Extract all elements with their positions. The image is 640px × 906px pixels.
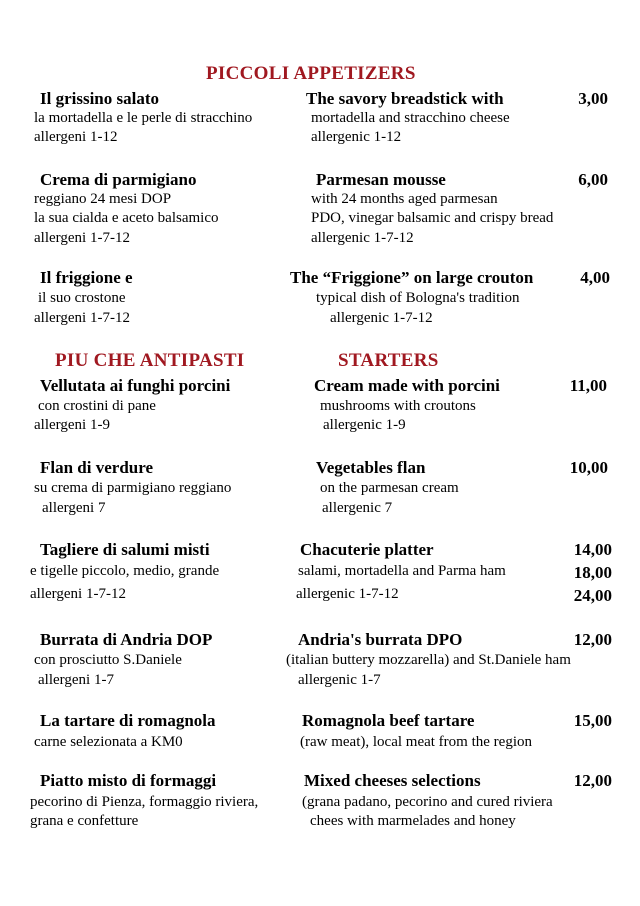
item-title-en: The “Friggione” on large crouton [290, 268, 534, 287]
item-desc-it: allergeni 1-7 [38, 672, 114, 688]
item-desc-en: (grana padano, pecorino and cured riviera [302, 794, 553, 810]
item-title-it: Piatto misto di formaggi [40, 771, 217, 790]
item-title-en: Romagnola beef tartare [302, 711, 475, 730]
item-title-en: Chacuterie platter [300, 540, 434, 559]
item-price: 11,00 [569, 376, 607, 395]
item-desc-it: allergeni 1-12 [34, 129, 118, 145]
item-desc-en: (italian buttery mozzarella) and St.Daniele ham [286, 652, 571, 668]
item-price: 3,00 [578, 89, 608, 108]
item-title-it: Vellutata ai funghi porcini [40, 376, 231, 395]
item-price-small: 14,00 [573, 540, 612, 559]
item-desc-it: allergeni 1-7-12 [30, 586, 126, 602]
item-title-it: La tartare di romagnola [40, 711, 216, 730]
item-desc-en: allergenic 1-7-12 [311, 230, 414, 246]
item-title-en: The savory breadstick with [306, 89, 504, 108]
item-title-en: Mixed cheeses selections [304, 771, 481, 790]
item-desc-it: la sua cialda e aceto balsamico [34, 210, 219, 226]
item-title-it: Crema di parmigiano [40, 170, 197, 189]
section-heading-piu-che-antipasti: PIU CHE ANTIPASTI [55, 350, 245, 371]
item-title-it: Il grissino salato [40, 89, 160, 108]
item-desc-en: allergenic 1-7-12 [330, 310, 433, 326]
item-price-medium: 18,00 [573, 563, 612, 582]
item-title-it: Flan di verdure [40, 458, 154, 477]
item-desc-it: allergeni 1-7-12 [34, 230, 130, 246]
item-desc-it: con crostini di pane [38, 398, 156, 414]
item-desc-en: typical dish of Bologna's tradition [316, 290, 520, 306]
item-price: 12,00 [573, 771, 612, 790]
item-price: 15,00 [573, 711, 612, 730]
item-price: 10,00 [569, 458, 608, 477]
item-desc-en: chees with marmelades and honey [310, 813, 516, 829]
item-desc-en: mortadella and stracchino cheese [311, 110, 510, 126]
item-desc-en: allergenic 7 [322, 500, 393, 516]
item-desc-en: PDO, vinegar balsamic and crispy bread [311, 210, 554, 226]
item-desc-en: on the parmesan cream [320, 480, 459, 496]
item-price: 12,00 [573, 630, 612, 649]
item-desc-en: (raw meat), local meat from the region [300, 734, 532, 750]
section-heading-starters: STARTERS [338, 350, 439, 371]
item-title-it: Il friggione e [40, 268, 133, 287]
item-desc-en: salami, mortadella and Parma ham [298, 563, 506, 579]
item-title-it: Burrata di Andria DOP [40, 630, 213, 649]
item-desc-en: mushrooms with croutons [320, 398, 476, 414]
item-desc-it: allergeni 7 [42, 500, 106, 516]
item-desc-it: e tigelle piccolo, medio, grande [30, 563, 220, 579]
item-price-large: 24,00 [573, 586, 612, 605]
section-heading-appetizers: PICCOLI APPETIZERS [206, 63, 416, 84]
item-title-it: Tagliere di salumi misti [40, 540, 210, 559]
item-title-en: Cream made with porcini [314, 376, 500, 395]
item-desc-it: allergeni 1-9 [34, 417, 110, 433]
item-title-en: Andria's burrata DPO [298, 630, 463, 649]
item-desc-it: la mortadella e le perle di stracchino [34, 110, 253, 126]
item-desc-it: con prosciutto S.Daniele [34, 652, 182, 668]
item-desc-en: allergenic 1-9 [323, 417, 406, 433]
item-desc-en: allergenic 1-12 [311, 129, 402, 145]
item-title-en: Parmesan mousse [316, 170, 446, 189]
item-desc-it: carne selezionata a KM0 [34, 734, 183, 750]
item-desc-it: pecorino di Pienza, formaggio riviera, [30, 794, 259, 810]
item-desc-it: grana e confetture [30, 813, 139, 829]
item-desc-it: su crema di parmigiano reggiano [34, 480, 232, 496]
item-price: 6,00 [578, 170, 608, 189]
item-desc-it: reggiano 24 mesi DOP [34, 191, 172, 207]
item-desc-it: allergeni 1-7-12 [34, 310, 130, 326]
item-price: 4,00 [580, 268, 610, 287]
item-desc-en: allergenic 1-7-12 [296, 586, 399, 602]
item-desc-en: allergenic 1-7 [298, 672, 381, 688]
item-desc-en: with 24 months aged parmesan [311, 191, 498, 207]
item-desc-it: il suo crostone [38, 290, 126, 306]
item-title-en: Vegetables flan [316, 458, 426, 477]
